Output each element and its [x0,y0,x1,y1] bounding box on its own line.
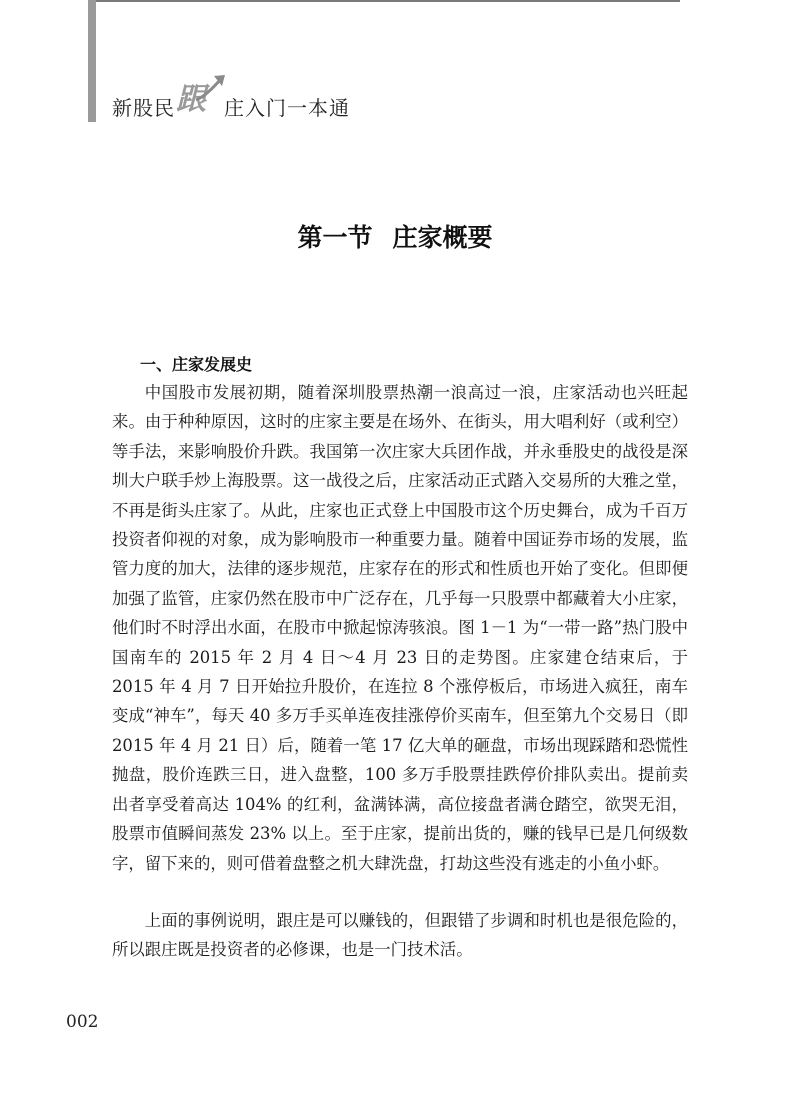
header-emphasis-wrap [176,74,226,118]
header-side-bar [88,0,96,122]
page-number: 002 [66,1012,99,1032]
body-paragraph-2: 上面的事例说明，跟庄是可以赚钱的，但跟错了步调和时机也是很危险的，所以跟庄既是投资者的必修课，也是一门技术活。 [112,911,688,960]
section-title [0,218,790,254]
body-paragraph-1: 中国股市发展初期，随着深圳股票热潮一浪高过一浪，庄家活动也兴旺起来。由于种种原因，这时的庄家主要是在场外、在街头，用大唱利好（或利空）等手法，来影响股价升跌。我国第一次庄家大兵团作战，并永垂股史的战役是深圳大户联手炒上海股票。这一战役之后，庄家活动正式踏入交易所的大雅之堂，不再是街头庄家了。从此，庄家也正式登上中国股市这个历史舞台，成为千百万投资者仰视的对象，成为影响股市一种重要力量。随着中国证券市场的发展，监管力度的加大，法律的逐步规范，庄家存在的形式和性质也开始了变化。但即便加强了监管，庄家仍然在股市中广泛存在，几乎每一只股票中都藏着大小庄家，他们时不时浮出水面，在股市中掀起惊涛骇浪。图 1－1 为“一带一路”热门股中国南车的 2015 年 2 月 4 日～4 月 23 日的走势图。庄家建仓结束后，于 2015 年 4 月 7 日开始拉升股价，在连拉 8 个涨停板后，市场进入疯狂，南车变成“神车”，每天 40 多万手买单连夜挂涨停价买南车，但至第九个交易日（即 2015 年 4 月 21 日）后，随着一笔 17 亿大单的砸盘，市场出现踩踏和恐慌性抛盘，股价连跌三日，进入盘整，100 多万手股票挂跌停价排队卖出。提前卖出者享受着高达 104% 的红利，盆满钵满，高位接盘者满仓踏空，欲哭无泪，股票市值瞬间蒸发 23% 以上。至于庄家，提前出货的，赚的钱早已是几何级数字，留下来的，则可借着盘整之机大肆洗盘，打劫这些没有逃走的小鱼小虾。 [112,383,688,873]
header-title-emphasis: 跟 [176,82,206,117]
header-title-part1: 新股民 [112,96,175,120]
top-rule [88,0,680,2]
section-number: 第一节 [297,223,373,252]
section-title-text: 庄家概要 [392,223,493,252]
subsection-heading: 一、庄家发展史 [140,355,253,374]
header-title-part2: 庄入门一本通 [224,96,350,120]
rising-arrow-icon [194,74,226,102]
